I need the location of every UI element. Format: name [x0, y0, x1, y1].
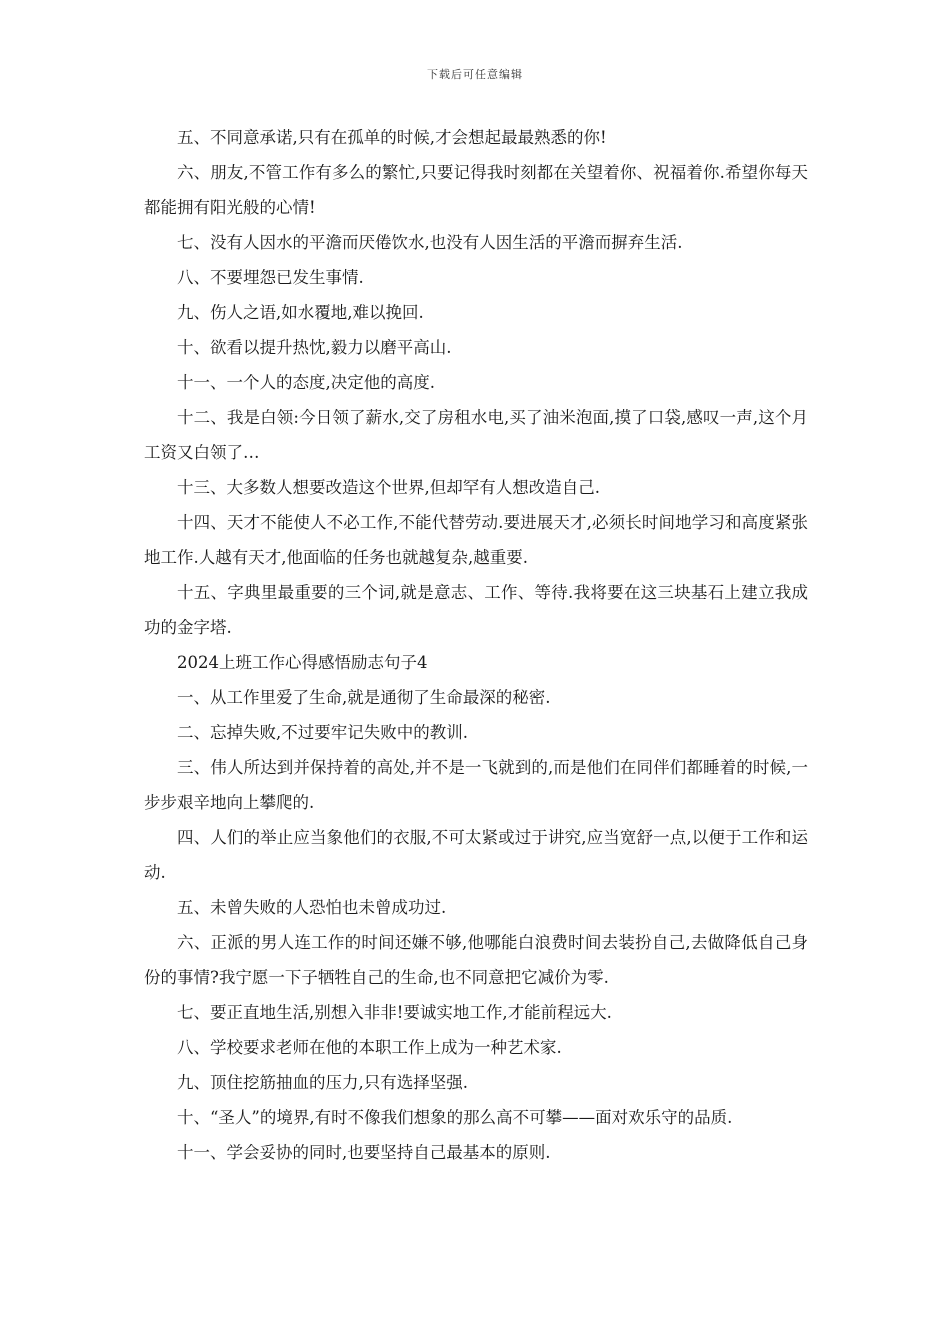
- section-heading: 2024上班工作心得感悟励志句子4: [177, 653, 428, 672]
- paragraph: 十四、天才不能使人不必工作,不能代替劳动.要进展天才,必须长时间地学习和高度紧张地工作.人越有天才,他面临的任务也就越复杂,越重要.: [144, 513, 808, 567]
- paragraph: 八、不要埋怨已发生事情.: [177, 268, 364, 287]
- paragraph: 十一、学会妥协的同时,也要坚持自己最基本的原则.: [177, 1143, 551, 1162]
- paragraph: 十、欲看以提升热忱,毅力以磨平高山.: [177, 338, 452, 357]
- paragraph: 九、顶住挖筋抽血的压力,只有选择坚强.: [177, 1073, 468, 1092]
- document-body: [144, 120, 808, 1170]
- paragraph: 九、伤人之语,如水覆地,难以挽回.: [177, 303, 424, 322]
- paragraph: 十二、我是白领:今日领了薪水,交了房租水电,买了油米泡面,摸了口袋,感叹一声,这个月工资又白领了…: [144, 408, 808, 462]
- paragraph: 十三、大多数人想要改造这个世界,但却罕有人想改造自己.: [177, 478, 600, 497]
- paragraph: 七、没有人因水的平澹而厌倦饮水,也没有人因生活的平澹而摒弃生活.: [177, 233, 683, 252]
- paragraph: 五、不同意承诺,只有在孤单的时候,才会想起最最熟悉的你!: [177, 128, 607, 147]
- paragraph: 三、伟人所达到并保持着的高处,并不是一飞就到的,而是他们在同伴们都睡着的时候,一步步艰辛地向上攀爬的.: [144, 758, 808, 812]
- paragraph: 二、忘掉失败,不过要牢记失败中的教训.: [177, 723, 468, 742]
- paragraph: 十、“圣人”的境界,有时不像我们想象的那么高不可攀——面对欢乐守的品质.: [177, 1108, 733, 1127]
- paragraph: 五、未曾失败的人恐怕也未曾成功过.: [177, 898, 447, 917]
- paragraph: 六、正派的男人连工作的时间还嫌不够,他哪能白浪费时间去装扮自己,去做降低自己身份的事情?我宁愿一下子牺牲自己的生命,也不同意把它减价为零.: [144, 933, 808, 987]
- paragraph: 六、朋友,不管工作有多么的繁忙,只要记得我时刻都在关望着你、祝福着你.希望你每天都能拥有阳光般的心情!: [144, 163, 808, 217]
- paragraph: 七、要正直地生活,别想入非非!要诚实地工作,才能前程远大.: [177, 1003, 612, 1022]
- paragraph: 八、学校要求老师在他的本职工作上成为一种艺术家.: [177, 1038, 562, 1057]
- paragraph: 四、人们的举止应当象他们的衣服,不可太紧或过于讲究,应当宽舒一点,以便于工作和运动.: [144, 828, 808, 882]
- paragraph: 十五、字典里最重要的三个词,就是意志、工作、等待.我将要在这三块基石上建立我成功的金字塔.: [144, 583, 808, 637]
- paragraph: 十一、一个人的态度,决定他的高度.: [177, 373, 435, 392]
- paragraph: 一、从工作里爱了生命,就是通彻了生命最深的秘密.: [177, 688, 551, 707]
- header-note: 下载后可任意编辑: [427, 68, 523, 81]
